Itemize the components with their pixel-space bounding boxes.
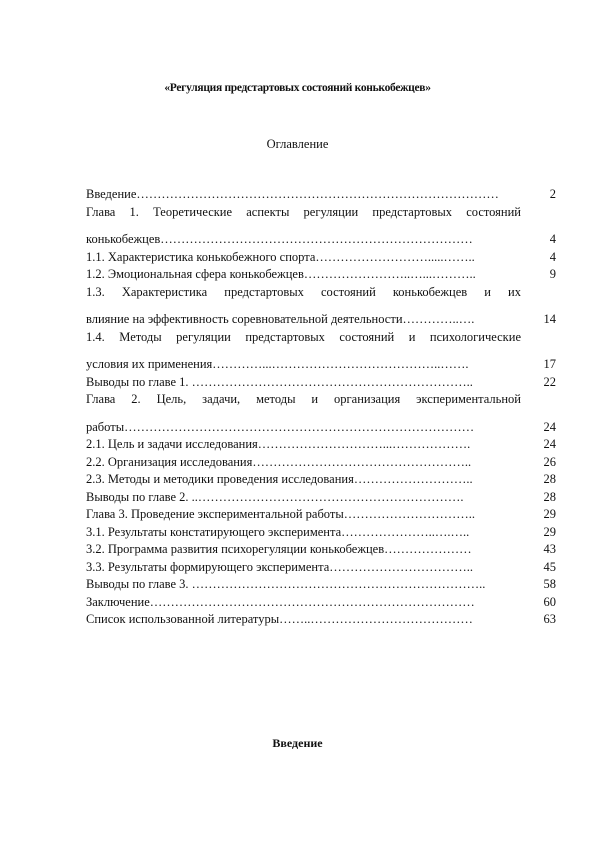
toc-entry-text: работы…………………………………………………………………………	[86, 419, 475, 434]
toc-entry-text: 3.1. Результаты констатирующего эксперимента…………………..….…..	[86, 524, 470, 539]
toc-entry	[86, 311, 556, 329]
toc-entry	[86, 559, 556, 577]
toc-entry-text: условия их применения…………...…………………………………..…….	[86, 357, 469, 371]
toc-entry-text: 1.2. Эмоциональная сфера конькобежцев……………………..…...………..	[86, 267, 476, 281]
toc-entry	[86, 419, 556, 437]
toc-entry-line1: 1.4. Методы регуляции предстартовых состояний и психологические	[86, 329, 521, 344]
toc-entry-page: 24	[543, 419, 556, 434]
toc-entry-line1: Глава 1. Теоретические аспекты регуляции предстартовых состояний	[86, 204, 521, 219]
toc-entry	[86, 506, 556, 524]
toc-entry-text: Выводы по главе 3. ……………………………………………………………..	[86, 577, 486, 591]
toc-entry-page: 29	[543, 524, 556, 539]
toc-entry-text: 3.2. Программа развития психорегуляции конькобежцев…………………	[86, 542, 472, 556]
toc-entry-page: 22	[543, 374, 556, 389]
toc-entry	[86, 356, 556, 374]
toc-entry	[86, 594, 556, 612]
toc-entry-page: 4	[549, 249, 556, 264]
toc-entry-page: 14	[543, 312, 556, 326]
toc-heading: Оглавление	[266, 137, 329, 151]
toc-entry-text: Глава 3. Проведение экспериментальной работы…………………………..	[86, 507, 476, 521]
toc-entry-text: Заключение……………………………………………………………………	[86, 594, 475, 609]
toc-entry	[86, 454, 556, 472]
toc-entry-page: 24	[543, 437, 556, 451]
toc-entry-text: 2.3. Методы и методики проведения исследования………………………..	[86, 472, 473, 486]
toc-entry-text: 3.3. Результаты формирующего эксперимента……………………………..	[86, 559, 473, 574]
toc-entry-text: Введение……………………………………………………………………………	[86, 187, 499, 201]
table-of-contents	[86, 186, 556, 629]
toc-entry	[86, 524, 556, 542]
toc-entry-line1: 1.3. Характеристика предстартовых состояний конькобежцев и их	[86, 284, 521, 299]
toc-entry-text: влияние на эффективность соревновательной деятельности…………..….	[86, 312, 475, 326]
toc-entry-page: 63	[543, 612, 556, 626]
toc-entry-page: 43	[543, 542, 556, 556]
toc-entry-text: Выводы по главе 1. …………………………………………………………..	[86, 374, 473, 389]
toc-entry-page: 17	[543, 357, 556, 371]
toc-entry-page: 28	[543, 489, 556, 504]
introduction-heading: Введение	[272, 736, 323, 750]
toc-entry	[86, 374, 556, 392]
toc-entry-page: 26	[543, 454, 556, 469]
toc-entry-page: 9	[549, 267, 556, 281]
toc-entry-text: Выводы по главе 2. ..……………………………………………………….	[86, 489, 464, 504]
toc-entry-page: 4	[549, 232, 556, 246]
toc-entry-page: 58	[543, 577, 556, 591]
toc-entry	[86, 576, 556, 594]
toc-entry-page: 29	[543, 507, 556, 521]
toc-entry	[86, 266, 556, 284]
toc-entry	[86, 231, 556, 249]
toc-entry-page: 45	[543, 559, 556, 574]
toc-entry-page: 2	[549, 187, 556, 201]
toc-entry-line1: Глава 2. Цель, задачи, методы и организация экспериментальной	[86, 392, 521, 406]
toc-entry-text: 2.1. Цель и задачи исследования…………………………...……………….	[86, 437, 471, 451]
toc-entry-text: 2.2. Организация исследования……………………………………………..	[86, 454, 472, 469]
toc-entry	[86, 489, 556, 507]
toc-entry-page: 60	[543, 594, 556, 609]
toc-entry	[86, 471, 556, 489]
toc-entry	[86, 186, 556, 204]
toc-entry	[86, 611, 556, 629]
toc-entry	[86, 541, 556, 559]
document-title: «Регуляция предстартовых состояний конькобежцев»	[164, 82, 431, 94]
toc-entry-text: 1.1. Характеристика конькобежного спорта……………………….....……..	[86, 249, 475, 264]
toc-entry-text: Список использованной литературы……..…………………………………	[86, 612, 473, 626]
toc-entry-text: конькобежцев…………………………………………………………………	[86, 232, 473, 246]
toc-entry-page: 28	[543, 472, 556, 486]
toc-entry	[86, 249, 556, 267]
toc-entry	[86, 436, 556, 454]
